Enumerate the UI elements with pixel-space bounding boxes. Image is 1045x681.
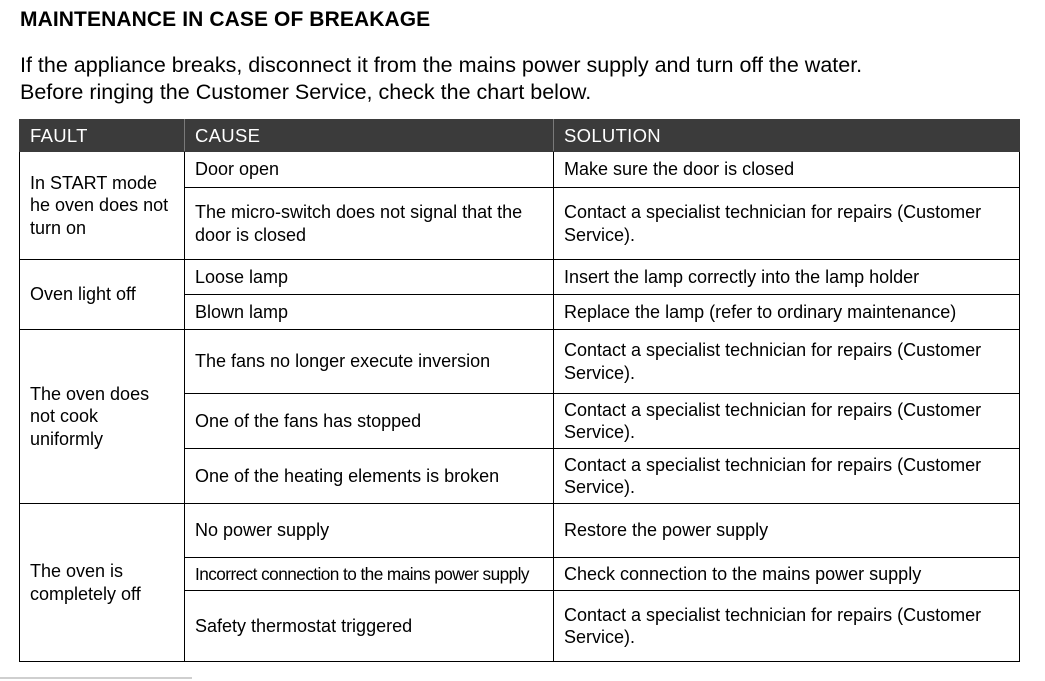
fault-cell: In START mode he oven does not turn on (20, 152, 185, 260)
table-row (20, 152, 1020, 188)
page-edge-divider (0, 677, 192, 679)
fault-cell: The oven is completely off (20, 504, 185, 662)
cause-cell: One of the heating elements is broken (185, 449, 554, 504)
solution-cell: Restore the power supply (554, 504, 1020, 558)
cause-cell: No power supply (185, 504, 554, 558)
solution-cell: Insert the lamp correctly into the lamp holder (554, 260, 1020, 295)
solution-cell: Check connection to the mains power supply (554, 558, 1020, 591)
cause-cell: Blown lamp (185, 295, 554, 330)
fault-cell: Oven light off (20, 260, 185, 330)
page-title: MAINTENANCE IN CASE OF BREAKAGE (20, 8, 431, 31)
header-cause: CAUSE (185, 120, 554, 152)
intro-line: If the appliance breaks, disconnect it from the mains power supply and turn off the water. (20, 53, 863, 77)
solution-cell: Contact a specialist technician for repairs (Customer Service). (554, 449, 1020, 504)
cause-cell: Incorrect connection to the mains power supply (185, 558, 554, 591)
fault-cell: The oven does not cook uniformly (20, 330, 185, 504)
solution-cell: Contact a specialist technician for repairs (Customer Service). (554, 394, 1020, 449)
solution-cell: Contact a specialist technician for repairs (Customer Service). (554, 188, 1020, 260)
solution-cell: Contact a specialist technician for repairs (Customer Service). (554, 330, 1020, 394)
fault-chart-table (19, 119, 1020, 662)
table-row (20, 330, 1020, 394)
intro-text (20, 52, 862, 106)
intro-line: Before ringing the Customer Service, check the chart below. (20, 80, 592, 104)
solution-cell: Replace the lamp (refer to ordinary maintenance) (554, 295, 1020, 330)
table-row (20, 504, 1020, 558)
solution-cell: Contact a specialist technician for repairs (Customer Service). (554, 591, 1020, 662)
header-solution: SOLUTION (554, 120, 1020, 152)
header-fault: FAULT (20, 120, 185, 152)
table-row (20, 260, 1020, 295)
solution-cell: Make sure the door is closed (554, 152, 1020, 188)
cause-cell: Safety thermostat triggered (185, 591, 554, 662)
cause-cell: The micro-switch does not signal that the door is closed (185, 188, 554, 260)
cause-cell: One of the fans has stopped (185, 394, 554, 449)
cause-cell: The fans no longer execute inversion (185, 330, 554, 394)
table-header-row (20, 120, 1020, 152)
cause-cell: Door open (185, 152, 554, 188)
cause-cell: Loose lamp (185, 260, 554, 295)
